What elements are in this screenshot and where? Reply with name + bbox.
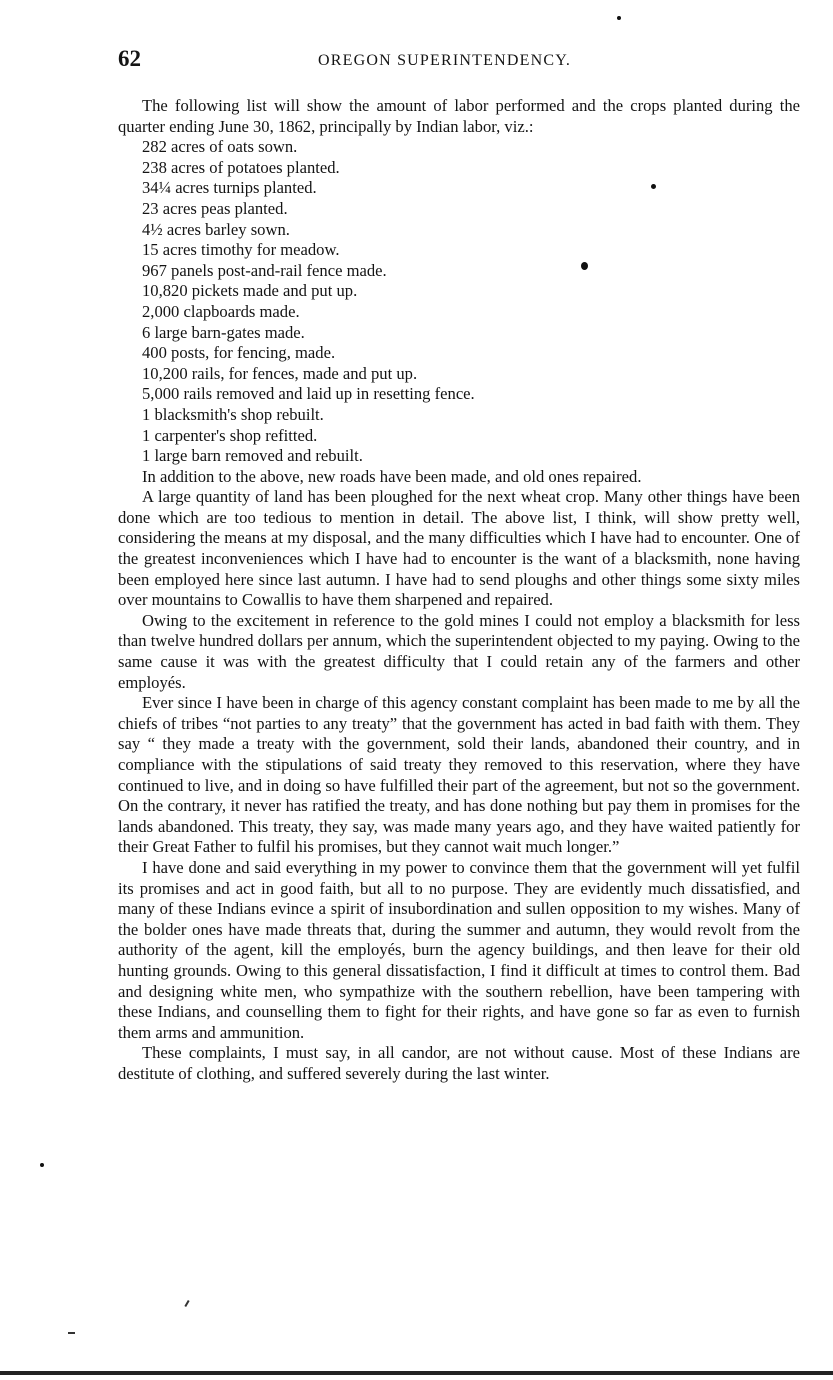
page-number: 62 — [118, 46, 141, 71]
list-item: 1 carpenter's shop refitted. — [142, 425, 318, 445]
list-item: 15 acres timothy for meadow. — [142, 240, 340, 260]
list-item: 34¼ acres turnips planted. — [142, 178, 317, 198]
intro-paragraph: The following list will show the amount of labor performed and the crops planted during the quarter ending June 30, 1862, principally by Indian labor, viz.: — [118, 96, 800, 136]
list-item: 282 acres of oats sown. — [142, 137, 298, 157]
list-item: 967 panels post-and-rail fence made. — [142, 260, 387, 280]
scan-speck — [581, 262, 588, 270]
list-item: 10,820 pickets made and put up. — [142, 281, 358, 301]
paragraph: Ever since I have been in charge of this agency constant complaint has been made to me by all the chiefs of tribes “not parties to any treaty” that the government has acted in bad faith with them. They say “ they made a treaty with the government, sold their lands, abandoned their country, and in compliance with the stipulations of said treaty they removed to this reservation, where they have continued to live, and in doing so have fulfilled their part of the agreement, but not so the government. On the contrary, it never has ratified the treaty, and has done nothing but pay them in promises for the lands abandoned. This treaty, they say, was made many years ago, and they have waited patiently for their Great Father to fulfil his promises, but they cannot wait much longer.” — [118, 693, 800, 857]
running-head: OREGON SUPERINTENDENCY. — [318, 52, 572, 69]
list-item: 1 large barn removed and rebuilt. — [142, 446, 363, 466]
labor-list — [118, 137, 800, 467]
list-item: 4½ acres barley sown. — [142, 219, 290, 239]
list-item: 1 blacksmith's shop rebuilt. — [142, 404, 324, 424]
paragraph: Owing to the excitement in reference to the gold mines I could not employ a blacksmith for less than twelve hundred dollars per annum, which the superintendent objected to my paying. Owing to the same cause it was with the greatest difficulty that I could retain any of the farmers and other employés. — [118, 610, 800, 692]
scan-mark — [184, 1300, 189, 1307]
page-edge — [0, 1371, 833, 1375]
paragraph: In addition to the above, new roads have been made, and old ones repaired. — [142, 466, 642, 486]
list-item: 5,000 rails removed and laid up in resetting fence. — [142, 384, 475, 404]
list-item: 6 large barn-gates made. — [142, 322, 305, 342]
list-item: 2,000 clapboards made. — [142, 301, 300, 321]
list-item: 23 acres peas planted. — [142, 198, 288, 218]
scan-mark — [68, 1332, 75, 1334]
scan-speck — [617, 16, 621, 20]
paragraph: These complaints, I must say, in all candor, are not without cause. Most of these Indians are destitute of clothing, and suffered severely during the last winter. — [118, 1043, 800, 1083]
scan-speck — [40, 1163, 44, 1167]
paragraph: I have done and said everything in my power to convince them that the government will yet fulfil its promises and act in good faith, but all to no purpose. They are evidently much dissatisfied, and many of these Indians evince a spirit of insubordination and sullen opposition to my wishes. Many of the bolder ones have made threats that, during the summer and autumn, they would revolt from the authority of the agent, kill the employés, burn the agency buildings, and then leave for their old hunting grounds. Owing to this general dissatisfaction, I find it difficult at times to control them. Bad and designing white men, who sympathize with the southern rebellion, have been tampering with these Indians, and counselling them to fight for their rights, and have gone so far as even to furnish them arms and ammunition. — [118, 857, 800, 1042]
list-item: 400 posts, for fencing, made. — [142, 343, 336, 363]
scan-speck — [651, 184, 656, 189]
paragraph: A large quantity of land has been ploughed for the next wheat crop. Many other things have been done which are too tedious to mention in detail. The above list, I think, will show pretty well, considering the means at my disposal, and the many difficulties which I have had to encounter. One of the greatest inconveniences which I have had to encounter is the want of a blacksmith, none having been employed here since last autumn. I have had to send ploughs and other things some sixty miles over mountains to Cowallis to have them sharpened and repaired. — [118, 487, 800, 610]
list-item: 238 acres of potatoes planted. — [142, 157, 340, 177]
list-item: 10,200 rails, for fences, made and put up. — [142, 363, 418, 383]
body-text — [118, 96, 800, 1085]
